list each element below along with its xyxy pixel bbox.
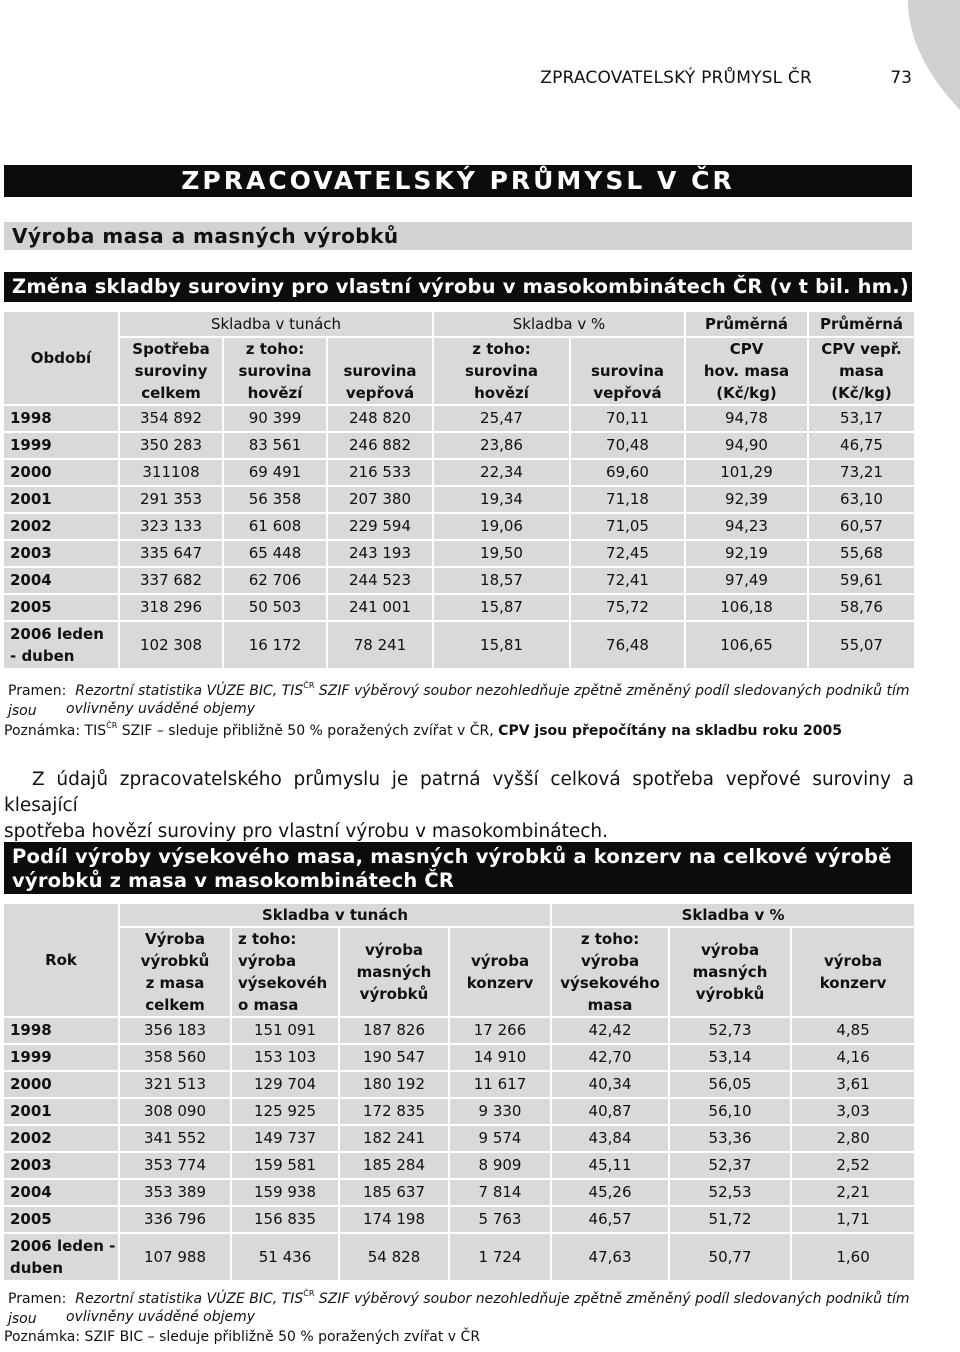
table2-source-sup: ČR xyxy=(303,1289,315,1298)
table-cell: 22,34 xyxy=(433,459,570,486)
table-cell: 9 574 xyxy=(449,1125,551,1152)
table-cell: 156 835 xyxy=(231,1206,339,1233)
pork-raw-header xyxy=(327,337,433,405)
beef-raw-header-line2: hovězí xyxy=(247,384,303,402)
pork-raw-header-line2: vepřová xyxy=(345,384,415,402)
table2-header-row-1 xyxy=(3,903,915,927)
table-cell: 185 637 xyxy=(339,1179,449,1206)
table-cell: 23,86 xyxy=(433,432,570,459)
table-cell: 69 491 xyxy=(223,459,327,486)
cut-meat-pct-line1: z toho: xyxy=(580,930,640,948)
period-header: Období xyxy=(3,311,119,405)
table2-title: Podíl výroby výsekového masa, masných výrobků a konzerv na celkové výrobě výrobků z masa v masokombinátech ČR xyxy=(12,845,892,892)
table2-last-period-line2: duben xyxy=(10,1259,64,1277)
table-cell: 62 706 xyxy=(223,567,327,594)
total-header-line1: Výroba xyxy=(145,930,205,948)
table2-source-label: Pramen: xyxy=(8,1291,67,1307)
beef-raw-header xyxy=(223,337,327,405)
cut-meat-pct-line3: výsekového xyxy=(560,974,660,992)
table-cell: 159 581 xyxy=(231,1152,339,1179)
table-cell: 1,60 xyxy=(791,1233,915,1281)
cut-meat-tons-line3: výsekovéh xyxy=(238,974,328,992)
table-cell: 47,63 xyxy=(551,1233,669,1281)
table-cell: 51 436 xyxy=(231,1233,339,1281)
table-cell: 53,17 xyxy=(808,405,915,432)
table-cell: 15,81 xyxy=(433,621,570,669)
meat-products-pct-header xyxy=(669,927,791,1017)
table-cell: 17 266 xyxy=(449,1017,551,1044)
year-cell: 2003 xyxy=(3,540,119,567)
year-cell: 2003 xyxy=(3,1152,119,1179)
table-cell: 51,72 xyxy=(669,1206,791,1233)
table-cell: 107 988 xyxy=(119,1233,231,1281)
table-cell: 308 090 xyxy=(119,1098,231,1125)
table-cell: 71,18 xyxy=(570,486,685,513)
table-cell: 7 814 xyxy=(449,1179,551,1206)
pork-raw-header-line1: surovina xyxy=(343,362,417,380)
body-paragraph-line2: spotřeba hovězí suroviny pro vlastní výrobu v masokombinátech. xyxy=(4,821,608,842)
table-cell: 248 820 xyxy=(327,405,433,432)
beef-pct-header-line1: surovina xyxy=(465,362,539,380)
table-cell: 102 308 xyxy=(119,621,223,669)
table-cell: 19,50 xyxy=(433,540,570,567)
section-title-bar xyxy=(4,222,912,250)
table-cell: 52,37 xyxy=(669,1152,791,1179)
table1-source-label: Pramen: xyxy=(8,683,67,699)
table-cell: 92,39 xyxy=(685,486,808,513)
total-header-line3: z masa xyxy=(145,974,205,992)
table1-source-text-a: Rezortní statistika VÚZE BIC, TIS xyxy=(75,683,304,699)
table-cell: 56,05 xyxy=(669,1071,791,1098)
table-cell: 92,19 xyxy=(685,540,808,567)
table-cell: 172 835 xyxy=(339,1098,449,1125)
table2-note-text: Poznámka: SZIF BIC – sleduje přibližně 50 % poražených zvířat v ČR xyxy=(4,1329,481,1345)
table-row xyxy=(3,594,915,621)
table-cell: 46,57 xyxy=(551,1206,669,1233)
corner-decoration-shape xyxy=(900,0,960,110)
meat-products-tons-header xyxy=(339,927,449,1017)
canned-tons-line2: konzerv xyxy=(466,974,534,992)
table-cell: 241 001 xyxy=(327,594,433,621)
table-row xyxy=(3,1179,915,1206)
meat-production-table xyxy=(2,902,916,1282)
canned-pct-line2: konzerv xyxy=(819,974,887,992)
chapter-title: ZPRACOVATELSKÝ PRŮMYSL V ČR xyxy=(181,166,735,195)
table2-last-period-line1: 2006 leden - xyxy=(10,1237,116,1255)
table-cell: 18,57 xyxy=(433,567,570,594)
table-cell: 46,75 xyxy=(808,432,915,459)
table-row xyxy=(3,1071,915,1098)
table-cell: 94,90 xyxy=(685,432,808,459)
table-cell: 151 091 xyxy=(231,1017,339,1044)
table-cell: 76,48 xyxy=(570,621,685,669)
body-paragraph-line1: Z údajů zpracovatelského průmyslu je patrná vyšší celková spotřeba vepřové suroviny a klesající xyxy=(4,769,914,816)
table-cell: 291 353 xyxy=(119,486,223,513)
avg-beef-header-line1: Průměrná xyxy=(685,311,808,337)
table1-header-row-1 xyxy=(3,311,915,337)
table-row xyxy=(3,405,915,432)
table-cell: 2,21 xyxy=(791,1179,915,1206)
year-cell: 1999 xyxy=(3,432,119,459)
year-cell: 2004 xyxy=(3,567,119,594)
table2-body xyxy=(3,1017,915,1233)
raw-material-table xyxy=(2,310,916,670)
table-cell: 106,18 xyxy=(685,594,808,621)
table2-last-row xyxy=(3,1233,915,1281)
table-cell: 318 296 xyxy=(119,594,223,621)
table-cell: 353 389 xyxy=(119,1179,231,1206)
cut-meat-tons-line2: výroba xyxy=(238,952,297,970)
table1-last-period-line1: 2006 leden xyxy=(10,625,104,643)
table2-last-period xyxy=(3,1233,119,1281)
percent-group-header-2: Skladba v % xyxy=(551,903,915,927)
beef-pct-header-line2: hovězí xyxy=(474,384,529,402)
year-header: Rok xyxy=(3,903,119,1017)
table1-source-cont xyxy=(66,700,255,718)
table-cell: 358 560 xyxy=(119,1044,231,1071)
beef-pct-of-which: z toho: xyxy=(472,340,531,358)
table-cell: 72,41 xyxy=(570,567,685,594)
total-header-line4: celkem xyxy=(145,996,205,1014)
table-cell: 129 704 xyxy=(231,1071,339,1098)
table-row xyxy=(3,567,915,594)
table-cell: 53,36 xyxy=(669,1125,791,1152)
table-cell: 3,03 xyxy=(791,1098,915,1125)
table-cell: 4,16 xyxy=(791,1044,915,1071)
avg-beef-header-line4: (Kč/kg) xyxy=(716,384,777,402)
table-cell: 25,47 xyxy=(433,405,570,432)
year-cell: 2001 xyxy=(3,1098,119,1125)
table-row xyxy=(3,1152,915,1179)
cut-meat-tons-header xyxy=(231,927,339,1017)
year-cell: 2002 xyxy=(3,1125,119,1152)
avg-pork-header-line4: (Kč/kg) xyxy=(831,384,892,402)
table-cell: 187 826 xyxy=(339,1017,449,1044)
meat-products-pct-line2: masných xyxy=(692,963,768,981)
cut-meat-pct-line4: masa xyxy=(587,996,633,1014)
table-row xyxy=(3,1125,915,1152)
table1-last-period-line2: - duben xyxy=(10,647,75,665)
table-cell: 19,06 xyxy=(433,513,570,540)
table-cell: 19,34 xyxy=(433,486,570,513)
table-cell: 8 909 xyxy=(449,1152,551,1179)
table1-note-sup: ČR xyxy=(106,721,118,730)
table-row xyxy=(3,1017,915,1044)
table1-note xyxy=(4,722,914,742)
table2-source-text-a: Rezortní statistika VÚZE BIC, TIS xyxy=(75,1291,304,1307)
table-cell: 52,53 xyxy=(669,1179,791,1206)
table-cell: 61 608 xyxy=(223,513,327,540)
consumption-header-line2: suroviny xyxy=(134,362,208,380)
table1-note-text: SZIF – sleduje přibližně 50 % poražených zvířat v ČR, xyxy=(117,723,499,739)
table-cell: 101,29 xyxy=(685,459,808,486)
table-cell: 243 193 xyxy=(327,540,433,567)
meat-products-tons-line2: masných xyxy=(356,963,432,981)
table-cell: 70,11 xyxy=(570,405,685,432)
table-cell: 216 533 xyxy=(327,459,433,486)
table-cell: 207 380 xyxy=(327,486,433,513)
table-row xyxy=(3,1044,915,1071)
year-cell: 2001 xyxy=(3,486,119,513)
table-cell: 353 774 xyxy=(119,1152,231,1179)
beef-pct-header xyxy=(433,337,570,405)
table-cell: 321 513 xyxy=(119,1071,231,1098)
consumption-header-line1: Spotřeba xyxy=(132,340,210,358)
avg-beef-header-line3: hov. masa xyxy=(703,362,790,380)
year-cell: 2004 xyxy=(3,1179,119,1206)
table-row xyxy=(3,1098,915,1125)
table-cell: 69,60 xyxy=(570,459,685,486)
running-head xyxy=(0,64,960,94)
year-cell: 1998 xyxy=(3,1017,119,1044)
table-cell: 246 882 xyxy=(327,432,433,459)
table-cell: 40,34 xyxy=(551,1071,669,1098)
total-header-line2: výrobků xyxy=(140,952,210,970)
table-cell: 356 183 xyxy=(119,1017,231,1044)
table-cell: 60,57 xyxy=(808,513,915,540)
table1-note-bold: CPV jsou přepočítány na skladbu roku 2005 xyxy=(498,723,842,739)
table2-source-text-b: SZIF výběrový soubor nezohledňuje zpětně změněný podíl sledovaných podniků tím jsou xyxy=(8,1291,910,1327)
table-cell: 2,52 xyxy=(791,1152,915,1179)
body-paragraph xyxy=(4,767,914,845)
table-cell: 311108 xyxy=(119,459,223,486)
beef-raw-of-which: z toho: xyxy=(245,340,305,358)
table-cell: 190 547 xyxy=(339,1044,449,1071)
pork-pct-header-line2: vepřová xyxy=(593,384,662,402)
page-number: 73 xyxy=(890,68,912,88)
table-cell: 229 594 xyxy=(327,513,433,540)
year-cell: 1999 xyxy=(3,1044,119,1071)
table-cell: 55,68 xyxy=(808,540,915,567)
table-cell: 55,07 xyxy=(808,621,915,669)
table-cell: 2,80 xyxy=(791,1125,915,1152)
table2-header-row-2 xyxy=(3,927,915,1017)
table-cell: 159 938 xyxy=(231,1179,339,1206)
table-cell: 42,70 xyxy=(551,1044,669,1071)
cut-meat-tons-line1: z toho: xyxy=(238,930,297,948)
table-cell: 70,48 xyxy=(570,432,685,459)
table1-body xyxy=(3,405,915,621)
avg-beef-header-line2: CPV xyxy=(729,340,764,358)
table-cell: 341 552 xyxy=(119,1125,231,1152)
percent-group-header: Skladba v % xyxy=(433,311,685,337)
table-cell: 54 828 xyxy=(339,1233,449,1281)
table-cell: 354 892 xyxy=(119,405,223,432)
avg-pork-header xyxy=(808,337,915,405)
meat-products-pct-line3: výrobků xyxy=(695,985,765,1003)
table1-last-row xyxy=(3,621,915,669)
running-title: ZPRACOVATELSKÝ PRŮMYSL ČR xyxy=(540,68,812,88)
table-cell: 180 192 xyxy=(339,1071,449,1098)
table1-source-text-b: SZIF výběrový soubor nezohledňuje zpětně změněný podíl sledovaných podniků tím jsou xyxy=(8,683,910,719)
table-row xyxy=(3,540,915,567)
table1-last-period xyxy=(3,621,119,669)
table-cell: 72,45 xyxy=(570,540,685,567)
chapter-title-bar xyxy=(4,165,912,197)
table-cell: 45,26 xyxy=(551,1179,669,1206)
table-cell: 43,84 xyxy=(551,1125,669,1152)
canned-pct-header xyxy=(791,927,915,1017)
table-cell: 323 133 xyxy=(119,513,223,540)
table1-source-sup: ČR xyxy=(303,681,315,690)
table-cell: 97,49 xyxy=(685,567,808,594)
section-title: Výroba masa a masných výrobků xyxy=(12,224,399,248)
table-cell: 125 925 xyxy=(231,1098,339,1125)
tons-group-header: Skladba v tunách xyxy=(119,311,433,337)
pork-pct-header-line1: surovina xyxy=(591,362,665,380)
table-cell: 106,65 xyxy=(685,621,808,669)
beef-raw-header-line1: surovina xyxy=(238,362,312,380)
table-cell: 174 198 xyxy=(339,1206,449,1233)
table2-title-bar xyxy=(4,842,912,894)
table-cell: 5 763 xyxy=(449,1206,551,1233)
table-cell: 73,21 xyxy=(808,459,915,486)
consumption-header xyxy=(119,337,223,405)
cut-meat-pct-line2: výroba xyxy=(580,952,640,970)
avg-pork-header-line2: CPV vepř. xyxy=(821,340,902,358)
table-cell: 149 737 xyxy=(231,1125,339,1152)
table-row xyxy=(3,486,915,513)
avg-pork-header-line3: masa xyxy=(839,362,884,380)
table-cell: 1 724 xyxy=(449,1233,551,1281)
table-cell: 244 523 xyxy=(327,567,433,594)
table-cell: 94,78 xyxy=(685,405,808,432)
table-row xyxy=(3,459,915,486)
year-cell: 2002 xyxy=(3,513,119,540)
year-cell: 2005 xyxy=(3,1206,119,1233)
table1-title: Změna skladby suroviny pro vlastní výrobu v masokombinátech ČR (v t bil. hm.) xyxy=(12,275,909,298)
table-cell: 78 241 xyxy=(327,621,433,669)
year-cell: 1998 xyxy=(3,405,119,432)
table-cell: 185 284 xyxy=(339,1152,449,1179)
table-cell: 3,61 xyxy=(791,1071,915,1098)
table-cell: 83 561 xyxy=(223,432,327,459)
table-cell: 56,10 xyxy=(669,1098,791,1125)
table-cell: 50,77 xyxy=(669,1233,791,1281)
table-cell: 4,85 xyxy=(791,1017,915,1044)
table-cell: 75,72 xyxy=(570,594,685,621)
table2-note xyxy=(4,1328,480,1346)
table-cell: 56 358 xyxy=(223,486,327,513)
meat-products-tons-line3: výrobků xyxy=(359,985,429,1003)
table-cell: 153 103 xyxy=(231,1044,339,1071)
canned-tons-line1: výroba xyxy=(470,952,530,970)
total-production-header xyxy=(119,927,231,1017)
canned-tons-header xyxy=(449,927,551,1017)
table1-note-label: Poznámka: TIS xyxy=(4,723,107,739)
table-cell: 71,05 xyxy=(570,513,685,540)
table-cell: 9 330 xyxy=(449,1098,551,1125)
table-cell: 11 617 xyxy=(449,1071,551,1098)
table-cell: 1,71 xyxy=(791,1206,915,1233)
avg-beef-header xyxy=(685,337,808,405)
table-cell: 52,73 xyxy=(669,1017,791,1044)
meat-products-tons-line1: výroba xyxy=(364,941,424,959)
table-cell: 65 448 xyxy=(223,540,327,567)
table1-header-row-2 xyxy=(3,337,915,405)
year-cell: 2000 xyxy=(3,1071,119,1098)
tons-group-header-2: Skladba v tunách xyxy=(119,903,551,927)
table-cell: 350 283 xyxy=(119,432,223,459)
meat-products-pct-line1: výroba xyxy=(700,941,760,959)
table-cell: 336 796 xyxy=(119,1206,231,1233)
table-cell: 58,76 xyxy=(808,594,915,621)
cut-meat-tons-line4: o masa xyxy=(238,996,299,1014)
table2-source-cont xyxy=(66,1308,255,1326)
year-cell: 2005 xyxy=(3,594,119,621)
table-row xyxy=(3,513,915,540)
pork-pct-header xyxy=(570,337,685,405)
table1-source-text-c: ovlivněny uváděné objemy xyxy=(66,701,256,717)
table-cell: 337 682 xyxy=(119,567,223,594)
table-cell: 16 172 xyxy=(223,621,327,669)
consumption-header-line3: celkem xyxy=(141,384,201,402)
table-cell: 90 399 xyxy=(223,405,327,432)
table2-source-text-c: ovlivněny uváděné objemy xyxy=(66,1309,256,1325)
year-cell: 2000 xyxy=(3,459,119,486)
table-cell: 335 647 xyxy=(119,540,223,567)
table-cell: 14 910 xyxy=(449,1044,551,1071)
table-cell: 50 503 xyxy=(223,594,327,621)
cut-meat-pct-header xyxy=(551,927,669,1017)
table-cell: 53,14 xyxy=(669,1044,791,1071)
canned-pct-line1: výroba xyxy=(823,952,883,970)
table1-title-bar xyxy=(4,272,912,302)
table-cell: 45,11 xyxy=(551,1152,669,1179)
table-cell: 94,23 xyxy=(685,513,808,540)
table-row xyxy=(3,1206,915,1233)
table-cell: 42,42 xyxy=(551,1017,669,1044)
table-cell: 182 241 xyxy=(339,1125,449,1152)
table-cell: 63,10 xyxy=(808,486,915,513)
avg-pork-header-line1: Průměrná xyxy=(808,311,915,337)
table-cell: 40,87 xyxy=(551,1098,669,1125)
table-row xyxy=(3,432,915,459)
table-cell: 15,87 xyxy=(433,594,570,621)
table-cell: 59,61 xyxy=(808,567,915,594)
